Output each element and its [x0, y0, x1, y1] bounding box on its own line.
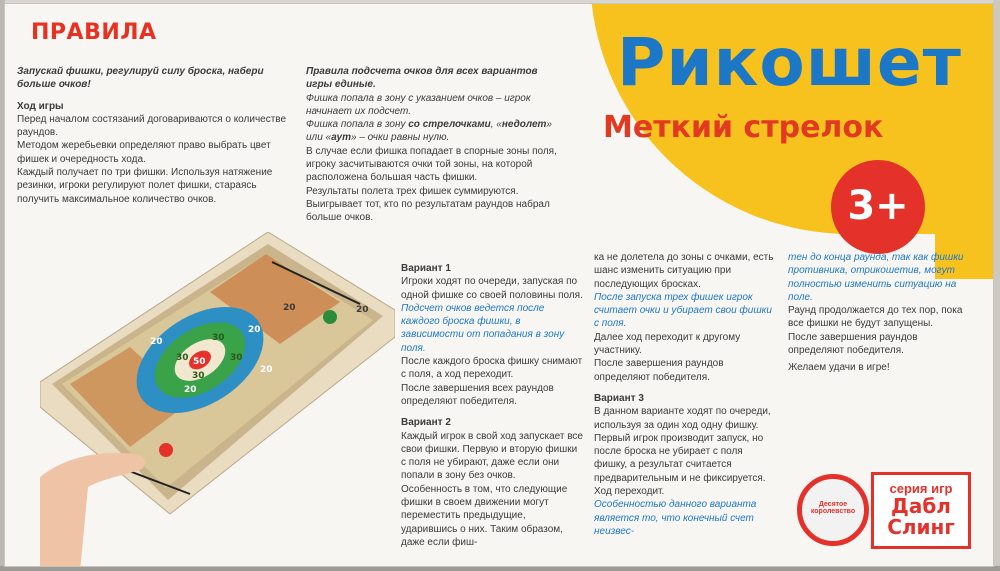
score-label: 30: [230, 353, 243, 363]
rules-title: ПРАВИЛА: [31, 20, 157, 45]
paragraph: После завершения раундов определяют победителя.: [788, 331, 918, 357]
hand-illustration: [40, 453, 145, 566]
highlight-paragraph: тен до конца раунда, так как фишки противника, отрикошетив, могут полностью изменить ситуацию на поле.: [788, 252, 964, 303]
rules-column-4: [594, 251, 777, 538]
rules-column-3: [401, 262, 584, 549]
box-back-panel: [5, 4, 993, 566]
green-puck: [323, 310, 337, 324]
paragraph: Результаты полета трех фишек суммируются.: [306, 185, 519, 197]
box-right-edge: [993, 0, 1000, 571]
highlight-paragraph: Особенностью данного варианта является то, что конечный счет неизвес-: [594, 499, 757, 537]
highlight-paragraph: После запуска трех фишек игрок считает очки и убирает свои фишки с поля.: [594, 291, 772, 330]
paragraph: Раунд продолжается до тех пор, пока все фишки не будут запущены.: [788, 305, 963, 330]
game-subtitle: Меткий стрелок: [603, 110, 884, 145]
gameplay-heading: Ход игры: [17, 100, 64, 112]
variant-2-title: Вариант 2: [401, 417, 451, 429]
series-name-line1: Дабл: [891, 494, 951, 518]
paragraph: Каждый игрок в свой ход запускает все свои фишки. Первую и вторую фишки с поля не убирают, даже если они попали в зону без очков.: [401, 430, 583, 482]
paragraph: Первый игрок производит запуск, но после броска не убирает с поля фишку, а результат считается предварительным и не фиксируется. Ход переходит.: [594, 432, 766, 498]
paragraph: После завершения раундов определяют победителя.: [594, 358, 724, 383]
red-puck: [159, 443, 173, 457]
paragraph: Выигрывает тот, кто по результатам раундов набрал больше очков.: [306, 198, 550, 224]
score-label: 30: [212, 333, 225, 343]
paragraph: Игроки ходят по очереди, запуская по одной фишке со своей половины поля.: [401, 276, 583, 301]
paragraph: После завершения всех раундов определяют победителя.: [401, 382, 554, 407]
publisher-logo: [797, 474, 869, 546]
paragraph: Далее ход переходит к другому участнику.: [594, 331, 741, 357]
paragraph: ка не долетела до зоны с очками, есть шанс изменить ситуацию при последующих бросках.: [594, 252, 774, 290]
score-label: 20: [283, 303, 296, 313]
score-label: 20: [184, 385, 197, 395]
paragraph: Каждый получает по три фишки. Используя натяжение резинки, игроки регулируют полет фишки, стараясь получить максимальное количество очков.: [17, 167, 273, 205]
game-board-image: [40, 232, 395, 566]
publisher-name: Десятое королевство: [810, 501, 856, 515]
score-label: 20: [356, 305, 369, 315]
paragraph: После каждого броска фишку снимают с поля, а ход переходит.: [401, 356, 583, 381]
paragraph: Особенность в том, что следующие фишки в своем движении могут переместить предыдущие, ударившись о них. Таким образом, даже если фиш-: [401, 483, 568, 548]
slogan: Запускай фишки, регулируй силу броска, набери больше очков!: [17, 66, 264, 91]
score-label: 20: [248, 325, 261, 335]
box-bottom-edge: [0, 566, 1000, 571]
score-label: 30: [176, 353, 189, 363]
paragraph: Перед началом состязаний договариваются о количестве раундов.: [17, 113, 287, 139]
rules-column-5: [788, 251, 974, 375]
variant-3-title: Вариант 3: [594, 392, 644, 404]
rules-column-1: [17, 65, 287, 206]
paragraph: В случае если фишка попадает в спорные зоны поля, игроку засчитываются очки той зоны, на которой расположена большая часть фишки.: [306, 145, 557, 184]
score-label: 20: [260, 365, 273, 375]
game-title: Рикошет: [617, 24, 962, 101]
series-name-line2: Слинг: [887, 515, 955, 539]
score-label: 50: [193, 357, 206, 367]
rules-column-2: [306, 65, 558, 225]
scoring-rule: Фишка попала в зону с указанием очков – игрок начинает их подсчет.: [306, 92, 531, 117]
good-luck-text: Желаем удачи в игре!: [788, 362, 890, 374]
highlight-paragraph: Подсчет очков ведется после каждого броска фишки, в зависимости от попадания в зону поля.: [401, 302, 565, 354]
series-logo: [871, 472, 971, 549]
age-badge: 3+: [831, 160, 925, 254]
scoring-rule-zero: Фишка попала в зону со стрелочками, «недолет» или «аут» – очки равны нулю.: [306, 119, 552, 144]
paragraph: Методом жеребьевки определяют право выбрать цвет фишек и очередность хода.: [17, 140, 271, 165]
series-label: серия игр: [889, 481, 953, 496]
scoring-heading: Правила подсчета очков для всех вариантов игры единые.: [306, 66, 538, 91]
variant-1-title: Вариант 1: [401, 263, 451, 274]
paragraph: В данном варианте ходят по очереди, используя за один ход одну фишку.: [594, 406, 771, 431]
score-label: 30: [192, 371, 205, 381]
score-label: 20: [150, 337, 163, 347]
